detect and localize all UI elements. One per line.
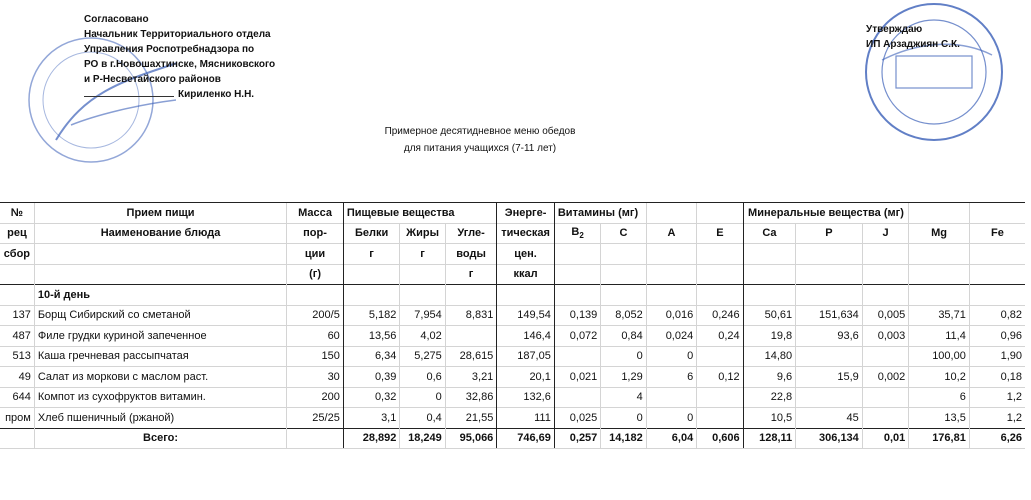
header-cell: J [862,223,908,244]
header-cell [697,203,743,224]
table-cell: 200 [287,387,344,408]
approval-right-line: Утверждаю [866,24,923,35]
table-cell: 0,002 [862,367,908,388]
header-cell [862,244,908,265]
header-cell: Прием пищи [34,203,286,224]
header-cell [743,244,796,265]
header-cell [909,203,970,224]
table-cell [445,326,497,347]
table-row [0,346,1025,367]
header-cell [554,244,600,265]
table-cell: 4,02 [400,326,445,347]
table-cell: 111 [497,408,555,429]
table-cell: 0,021 [554,367,600,388]
table-cell: 60 [287,326,344,347]
header-cell [400,264,445,285]
table-cell: 28,615 [445,346,497,367]
section-cell [909,285,970,306]
recipe-number-cell: пром [0,408,34,429]
header-cell: цен. [497,244,555,265]
table-cell: 0,24 [697,326,743,347]
header-cell [646,264,696,285]
vitamin-b2-header: $B_2$ [554,223,600,244]
section-cell [697,285,743,306]
header-cell [601,264,646,285]
section-cell [445,285,497,306]
table-cell: 0,84 [601,326,646,347]
table-cell [697,387,743,408]
table-cell: 1,90 [969,346,1025,367]
table-cell: 146,4 [497,326,555,347]
table-cell: 7,954 [400,305,445,326]
header-row [0,244,1025,265]
dish-name-cell: Филе грудки куриной запеченное [34,326,286,347]
header-cell [796,244,863,265]
header-cell: Пищевые вещества [343,203,497,224]
total-cell: 14,182 [601,428,646,449]
header-cell [862,264,908,285]
header-cell: воды [445,244,497,265]
menu-table-wrap [0,202,1025,449]
table-cell: 1,29 [601,367,646,388]
table-cell: 13,56 [343,326,400,347]
approval-left [84,12,314,102]
table-cell [862,346,908,367]
table-cell [796,346,863,367]
table-cell: 50,61 [743,305,796,326]
header-cell: № [0,203,34,224]
table-cell: 30 [287,367,344,388]
header-cell: Белки [343,223,400,244]
header-cell: пор- [287,223,344,244]
table-cell: 15,9 [796,367,863,388]
header-row [0,264,1025,285]
header-cell: C [601,223,646,244]
table-row [0,387,1025,408]
header-cell: Энерге- [497,203,555,224]
total-cell: 0,606 [697,428,743,449]
approval-right [866,22,1006,52]
total-cell: 306,134 [796,428,863,449]
table-cell: 19,8 [743,326,796,347]
table-cell: 8,831 [445,305,497,326]
table-cell: 0,072 [554,326,600,347]
table-cell: 20,1 [497,367,555,388]
section-cell [343,285,400,306]
header-cell: ккал [497,264,555,285]
header-cell: рец [0,223,34,244]
header-cell: Mg [909,223,970,244]
dish-name-cell: Борщ Сибирский со сметаной [34,305,286,326]
table-cell: 0,82 [969,305,1025,326]
header-cell [343,264,400,285]
table-cell: 5,182 [343,305,400,326]
total-cell: 95,066 [445,428,497,449]
section-cell [796,285,863,306]
header-cell: (г) [287,264,344,285]
header-cell: г [445,264,497,285]
table-cell: 22,8 [743,387,796,408]
header-cell: P [796,223,863,244]
total-cell: 6,26 [969,428,1025,449]
table-row [0,367,1025,388]
signature-line [84,96,174,97]
section-cell [287,285,344,306]
table-cell: 0,005 [862,305,908,326]
section-cell [743,285,796,306]
table-cell: 151,634 [796,305,863,326]
table-cell: 14,80 [743,346,796,367]
table-cell: 0 [601,408,646,429]
header-cell: тическая [497,223,555,244]
table-cell: 0,246 [697,305,743,326]
header-cell [743,264,796,285]
table-cell [697,346,743,367]
header-cell [646,203,696,224]
recipe-number-cell: 644 [0,387,34,408]
header-cell [697,264,743,285]
table-cell: 150 [287,346,344,367]
section-row [0,285,1025,306]
table-cell: 132,6 [497,387,555,408]
section-cell [0,285,34,306]
title-line: Примерное десятидневное меню обедов [384,126,576,137]
header-cell: Наименование блюда [34,223,286,244]
approval-left-line: Управления Роспотребнадзора по [84,44,255,55]
header-cell: A [646,223,696,244]
table-cell: 4 [601,387,646,408]
total-row [0,428,1025,449]
menu-rows [0,305,1025,428]
table-row [0,408,1025,429]
header-cell: г [400,244,445,265]
table-cell: 9,6 [743,367,796,388]
table-cell [646,387,696,408]
header-row [0,203,1025,224]
header-cell [601,244,646,265]
table-cell: 10,5 [743,408,796,429]
table-cell: 200/5 [287,305,344,326]
header-cell [909,244,970,265]
table-cell: 3,21 [445,367,497,388]
table-cell: 100,00 [909,346,970,367]
header-cell [969,203,1025,224]
total-cell: 746,69 [497,428,555,449]
table-cell: 1,2 [969,408,1025,429]
dish-name-cell: Салат из моркови с маслом раст. [34,367,286,388]
table-cell [554,346,600,367]
dish-name-cell: Каша гречневая рассыпчатая [34,346,286,367]
table-cell: 0,024 [646,326,696,347]
header-cell: сбор [0,244,34,265]
signature-name: Кириленко Н.Н. [178,89,255,100]
header-cell: Жиры [400,223,445,244]
header-cell: E [697,223,743,244]
total-cell: 128,11 [743,428,796,449]
table-cell: 8,052 [601,305,646,326]
table-cell: 187,05 [497,346,555,367]
section-cell [969,285,1025,306]
table-cell: 35,71 [909,305,970,326]
table-cell: 0 [601,346,646,367]
header-row [0,223,1025,244]
header-cell: Масса [287,203,344,224]
table-cell: 0 [646,346,696,367]
table-cell: 0,12 [697,367,743,388]
table-row [0,305,1025,326]
total-cell: 176,81 [909,428,970,449]
header-cell [646,244,696,265]
table-cell: 10,2 [909,367,970,388]
dish-name-cell: Хлеб пшеничный (ржаной) [34,408,286,429]
table-cell: 93,6 [796,326,863,347]
approval-left-line: и Р-Несветайского районов [84,74,221,85]
table-cell: 0,96 [969,326,1025,347]
section-cell [601,285,646,306]
table-cell [554,387,600,408]
header-cell: Ca [743,223,796,244]
table-cell: 45 [796,408,863,429]
recipe-number-cell: 513 [0,346,34,367]
table-cell: 21,55 [445,408,497,429]
table-cell: 25/25 [287,408,344,429]
table-cell: 149,54 [497,305,555,326]
approval-right-line: ИП Арзаджиян С.К. [866,39,960,50]
table-cell: 0,025 [554,408,600,429]
table-cell: 0,39 [343,367,400,388]
total-cell: 28,892 [343,428,400,449]
total-cell [0,428,34,449]
document-title [330,123,630,157]
table-cell: 0,6 [400,367,445,388]
table-cell: 0 [646,408,696,429]
section-cell [646,285,696,306]
total-cell: 0,257 [554,428,600,449]
table-cell [862,408,908,429]
header-cell [969,244,1025,265]
header-cell: Угле- [445,223,497,244]
header-cell [34,264,286,285]
header-cell [0,264,34,285]
section-label: 10-й день [34,285,286,306]
table-cell: 0,139 [554,305,600,326]
table-row [0,326,1025,347]
menu-table [0,202,1025,449]
total-cell [287,428,344,449]
table-cell: 11,4 [909,326,970,347]
section-cell [400,285,445,306]
table-cell: 3,1 [343,408,400,429]
section-cell [862,285,908,306]
table-cell [796,387,863,408]
header-cell: Витамины (мг) [554,203,646,224]
approval-left-line: Начальник Территориального отдела [84,29,271,40]
header-cell [909,264,970,285]
header-cell [796,264,863,285]
header-cell [34,244,286,265]
table-cell: 0,003 [862,326,908,347]
table-cell [862,387,908,408]
total-cell: 18,249 [400,428,445,449]
table-cell: 13,5 [909,408,970,429]
table-cell: 6,34 [343,346,400,367]
total-cell: 0,01 [862,428,908,449]
header-cell [554,264,600,285]
table-cell: 1,2 [969,387,1025,408]
approval-left-line: РО в г.Новошахтинске, Мясниковского [84,59,276,70]
table-cell: 0,18 [969,367,1025,388]
table-cell: 0,32 [343,387,400,408]
table-cell [697,408,743,429]
table-cell: 0,4 [400,408,445,429]
dish-name-cell: Компот из сухофруктов витамин. [34,387,286,408]
recipe-number-cell: 49 [0,367,34,388]
section-cell [497,285,555,306]
header-cell [697,244,743,265]
total-label: Всего: [34,428,286,449]
header-cell: г [343,244,400,265]
section-cell [554,285,600,306]
total-cell: 6,04 [646,428,696,449]
header-cell: ции [287,244,344,265]
table-cell: 0,016 [646,305,696,326]
table-cell: 0 [400,387,445,408]
table-cell: 32,86 [445,387,497,408]
header-cell: Минеральные вещества (мг) [743,203,909,224]
table-cell: 5,275 [400,346,445,367]
recipe-number-cell: 487 [0,326,34,347]
recipe-number-cell: 137 [0,305,34,326]
table-cell: 6 [646,367,696,388]
header-cell: Fe [969,223,1025,244]
approval-left-line: Согласовано [84,14,149,25]
title-line: для питания учащихся (7-11 лет) [403,143,557,154]
table-cell: 6 [909,387,970,408]
header-cell [969,264,1025,285]
